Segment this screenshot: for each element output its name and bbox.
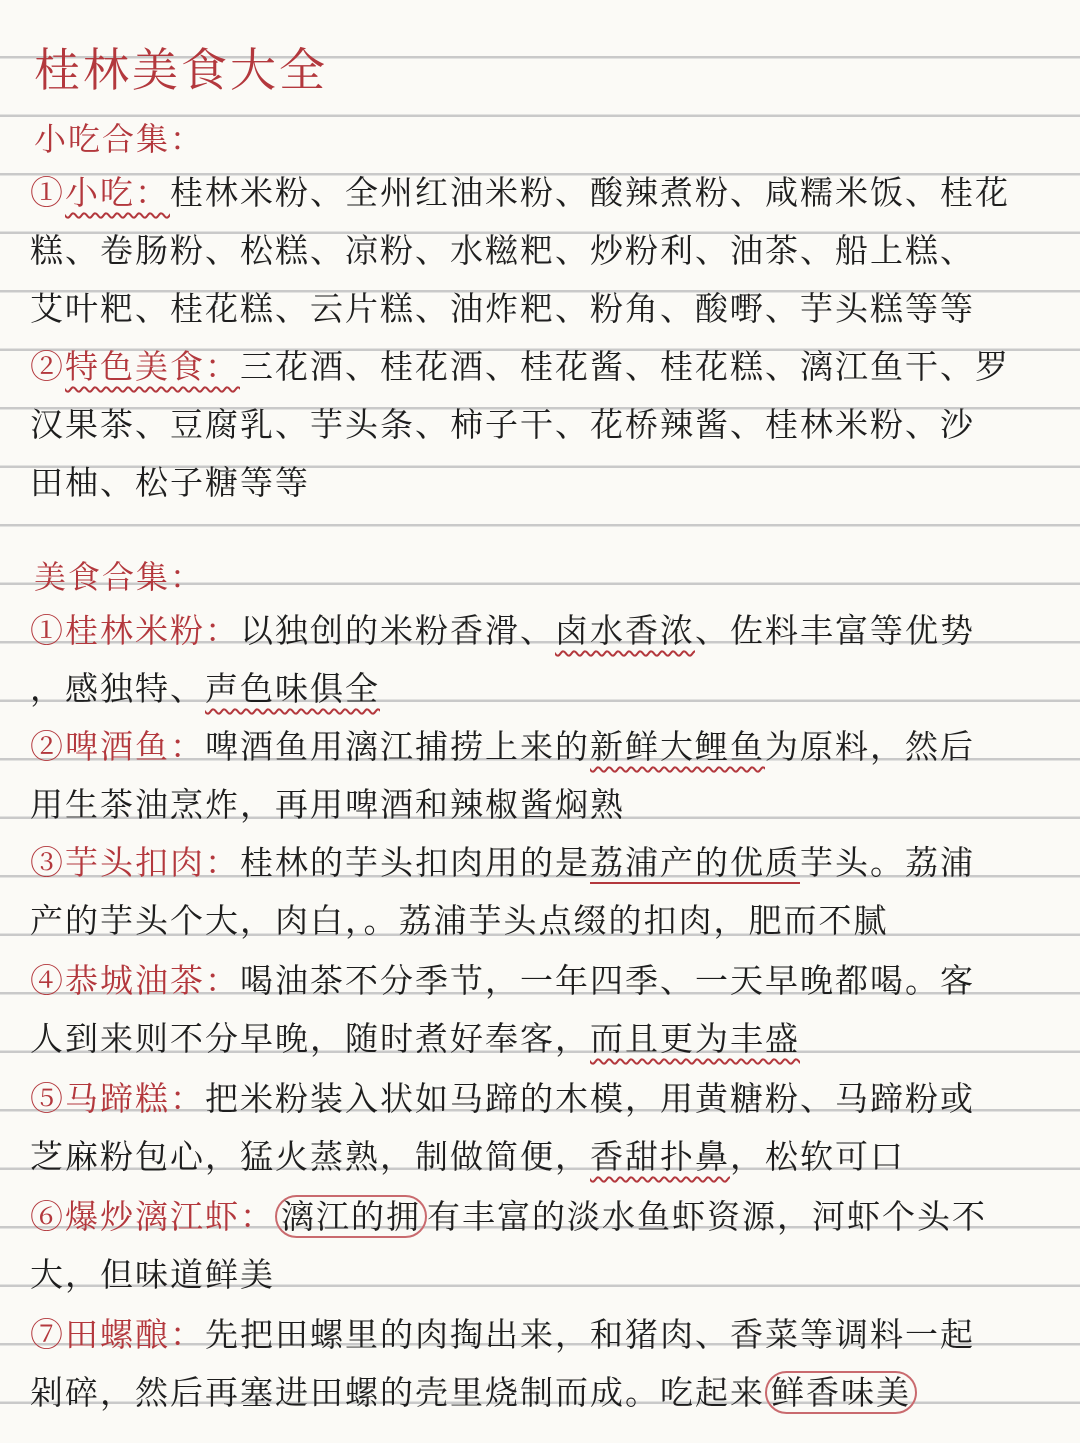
food-item-6-line-2: 大，但味道鲜美 [30, 1255, 275, 1294]
item-text: ，感独特、 [30, 669, 205, 708]
highlight-text: 荔浦产的优质 [590, 843, 800, 882]
highlight-text: 卤水香浓 [555, 611, 695, 650]
snack-item-1-line-1 [30, 164, 1060, 223]
item-text: 先把田螺里的肉掏出来，和猪肉、香菜等调料一起 [205, 1315, 975, 1354]
item-number: ② [30, 347, 65, 386]
item-text: 桂林米粉、全州红油米粉、酸辣煮粉、咸糯米饭、桂花 [170, 173, 1010, 212]
item-text: 剁碎，然后再塞进田螺的壳里烧制而成。吃起来 [30, 1373, 765, 1412]
item-number: ① [30, 611, 65, 650]
snack-item-1-line-2: 糕、卷肠粉、松糕、凉粉、水糍粑、炒粉利、油茶、船上糕、 [30, 231, 975, 270]
food-heading: 美食合集： [34, 558, 205, 596]
item-text: 三花酒、桂花酒、桂花酱、桂花糕、漓江鱼干、罗 [240, 347, 1010, 386]
snack-item-2-line-1 [30, 338, 1060, 397]
food-item-5-line-1 [30, 1070, 1060, 1129]
snack-item-1-line-3: 艾叶粑、桂花糕、云片糕、油炸粑、粉角、酸嘢、芋头糕等等 [30, 289, 975, 328]
item-text: 以独创的米粉香滑、 [240, 611, 555, 650]
highlight-text: 香甜扑鼻 [590, 1137, 730, 1176]
food-item-6-line-1 [30, 1188, 1060, 1247]
item-label: 田螺酿： [65, 1315, 205, 1354]
item-number: ① [30, 173, 65, 212]
food-item-2-line-2: 用生茶油烹炸，再用啤酒和辣椒酱焖熟 [30, 785, 625, 824]
highlight-text: 而且更为丰盛 [590, 1019, 800, 1058]
item-text: 芋头。荔浦 [800, 843, 975, 882]
food-item-1-line-1 [30, 602, 1060, 661]
item-text: 为原料，然后 [765, 727, 975, 766]
item-text: ，松软可口 [730, 1137, 905, 1176]
food-item-4-line-1 [30, 952, 1060, 1011]
item-label: 恭城油茶： [65, 961, 240, 1000]
highlight-text: 新鲜大鲤鱼 [590, 727, 765, 766]
item-text: 把米粉装入状如马蹄的木模，用黄糖粉、马蹄粉或 [205, 1079, 975, 1118]
food-item-3-line-1 [30, 834, 1060, 893]
food-item-7-line-1 [30, 1306, 1060, 1365]
item-text: 有丰富的淡水鱼虾资源，河虾个头不 [427, 1197, 987, 1236]
item-number: ④ [30, 961, 65, 1000]
food-item-4-line-2 [30, 1010, 1060, 1069]
snack-item-2-line-3: 田柚、松子糖等等 [30, 463, 310, 502]
item-text: 芝麻粉包心，猛火蒸熟，制做简便， [30, 1137, 590, 1176]
food-item-2-line-1 [30, 718, 1060, 777]
item-label: 特色美食： [65, 347, 240, 386]
item-number: ③ [30, 843, 65, 882]
item-text: 桂林的芋头扣肉用的是 [240, 843, 590, 882]
page-title: 桂林美食大全 [34, 43, 328, 97]
snack-item-2-line-2: 汉果茶、豆腐乳、芋头条、柿子干、花桥辣酱、桂林米粉、沙 [30, 405, 975, 444]
item-label: 芋头扣肉： [65, 843, 240, 882]
item-number: ② [30, 727, 65, 766]
item-label: 桂林米粉： [65, 611, 240, 650]
item-label: 马蹄糕： [65, 1079, 205, 1118]
snacks-heading: 小吃合集： [34, 120, 205, 158]
item-label: 啤酒鱼： [65, 727, 205, 766]
item-number: ⑥ [30, 1197, 65, 1236]
item-label: 爆炒漓江虾： [65, 1197, 275, 1236]
item-text: 喝油茶不分季节，一年四季、一天早晚都喝。客 [240, 961, 975, 1000]
item-label: 小吃： [65, 173, 170, 212]
item-text: 啤酒鱼用漓江捕捞上来的 [205, 727, 590, 766]
highlight-text: 漓江的拥 [275, 1195, 427, 1238]
highlight-text: 鲜香味美 [765, 1371, 917, 1414]
food-item-5-line-2 [30, 1128, 1060, 1187]
food-item-1-line-2 [30, 660, 1060, 719]
item-text: 、佐料丰富等优势 [695, 611, 975, 650]
item-number: ⑦ [30, 1315, 65, 1354]
item-number: ⑤ [30, 1079, 65, 1118]
highlight-text: 声色味俱全 [205, 669, 380, 708]
food-item-7-line-2 [30, 1364, 1060, 1423]
item-text: 人到来则不分早晚，随时煮好奉客， [30, 1019, 590, 1058]
food-item-3-line-2: 产的芋头个大，肉白，。荔浦芋头点缀的扣肉，肥而不腻 [30, 901, 889, 940]
